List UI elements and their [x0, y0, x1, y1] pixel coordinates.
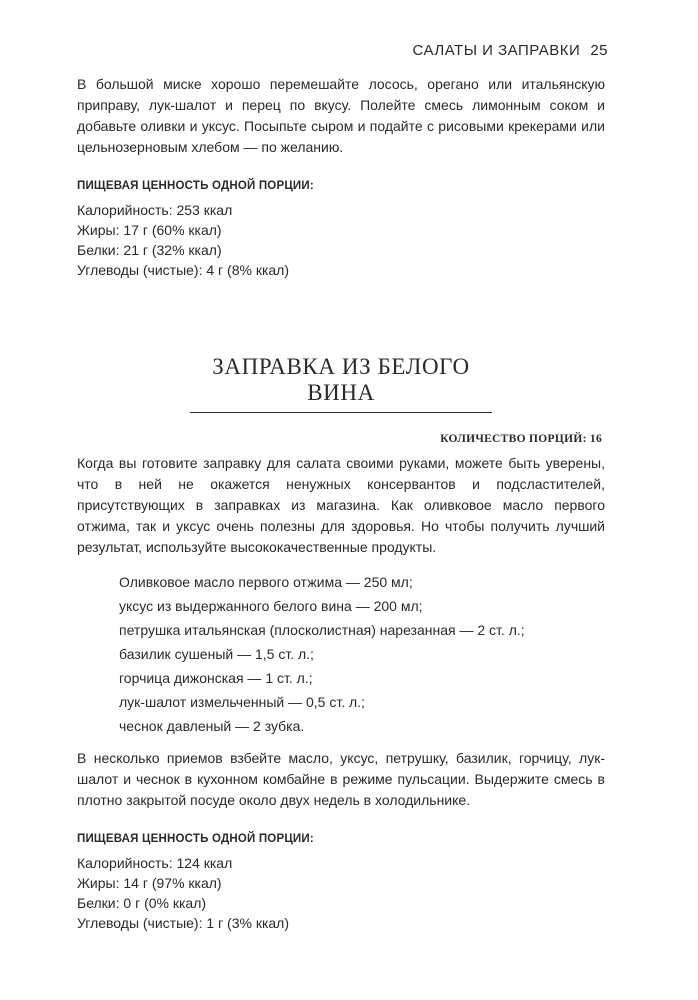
recipe-nutrition-carbs: Углеводы (чистые): 1 г (3% ккал) [77, 915, 290, 931]
previous-nutrition-carbs: Углеводы (чистые): 4 г (8% ккал) [77, 262, 290, 278]
previous-nutrition-title: ПИЩЕВАЯ ЦЕННОСТЬ ОДНОЙ ПОРЦИИ: [77, 180, 314, 192]
running-header [413, 42, 608, 59]
ingredient-item: Оливковое масло первого отжима — 250 мл; [119, 574, 413, 590]
servings-label: КОЛИЧЕСТВО ПОРЦИЙ: [440, 433, 587, 445]
previous-nutrition-proteins: Белки: 21 г (32% ккал) [77, 242, 222, 258]
recipe-nutrition-calories: Калорийность: 124 ккал [77, 855, 233, 871]
recipe-method: В несколько приемов взбейте масло, уксус, петрушку, базилик, горчицу, лук-шалот и чеснок в кухонном комбайне в режиме пульсации. Выдержите смесь в плотно закрытой посуде около двух недель в холодильнике. [77, 750, 605, 808]
recipe-description: Когда вы готовите заправку для салата своими руками, можете быть уверены, что в ней не окажется ненужных консервантов и подсластителей, присутствующих в заправках из магазина. Как оливковое масло первого отжима, так и уксус очень полезны для здоровья. Но чтобы получить лучший результат, используйте высококачественные продукты. [77, 455, 605, 555]
previous-recipe-instructions: В большой миске хорошо перемешайте лосось, орегано или итальянскую приправу, лук-шалот и перец по вкусу. Полейте смесь лимонным соком и добавьте оливки и уксус. Посыпьте сыром и подайте с рисовыми крекерами или цельнозерновым хлебом — по желанию. [77, 76, 605, 155]
ingredient-item: базилик сушеный — 1,5 ст. л.; [119, 646, 314, 662]
ingredient-item: уксус из выдержанного белого вина — 200 мл; [119, 598, 423, 614]
recipe-nutrition-fats: Жиры: 14 г (97% ккал) [77, 875, 222, 891]
recipe-title-block [77, 354, 605, 413]
recipe-nutrition-proteins: Белки: 0 г (0% ккал) [77, 895, 207, 911]
ingredient-item: горчица дижонская — 1 ст. л.; [119, 670, 313, 686]
ingredient-item: чеснок давленый — 2 зубка. [119, 718, 305, 734]
recipe-nutrition-title: ПИЩЕВАЯ ЦЕННОСТЬ ОДНОЙ ПОРЦИИ: [77, 833, 314, 845]
ingredient-item: петрушка итальянская (плосколистная) нарезанная — 2 ст. л.; [119, 622, 525, 638]
servings [77, 433, 602, 445]
servings-value: 16 [589, 433, 602, 445]
section-title: САЛАТЫ И ЗАПРАВКИ [412, 42, 581, 59]
recipe-title: ЗАПРАВКА ИЗ БЕЛОГО ВИНА [190, 354, 492, 413]
previous-nutrition-calories: Калорийность: 253 ккал [77, 202, 233, 218]
previous-nutrition-fats: Жиры: 17 г (60% ккал) [77, 222, 222, 238]
ingredient-list [119, 570, 605, 738]
page-number: 25 [590, 42, 608, 59]
ingredient-item: лук-шалот измельченный — 0,5 ст. л.; [119, 694, 365, 710]
page-content [77, 74, 605, 933]
